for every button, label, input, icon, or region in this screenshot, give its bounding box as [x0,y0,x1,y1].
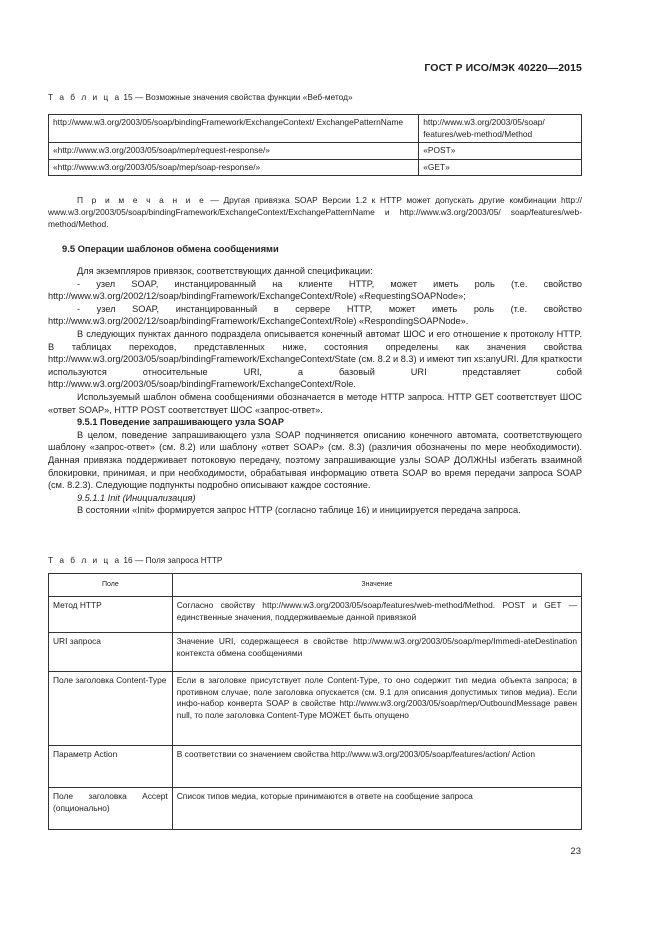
table-cell: Поле заголовка Content-Type [49,672,173,746]
table-cell: Список типов медиа, которые принимаются в ответе на сообщение запроса [172,788,581,830]
table-cell: «http://www.w3.org/2003/05/soap/mep/request-response/» [49,143,419,160]
table-row [49,788,582,830]
table15-caption-label: Т а б л и ц а [48,92,122,102]
body-text [48,265,582,517]
column-header-field: Поле [49,574,173,597]
table-cell: Поле заголовка Accept (опционально) [49,788,173,830]
table-row [49,159,582,176]
table-row [49,115,582,143]
table-header-row [49,574,582,597]
section-9-5-title: 9.5 Операции шаблонов обмена сообщениями [62,243,279,254]
note-label: П р и м е ч а н и е [77,195,206,205]
page-number: 23 [570,846,581,857]
paragraph: Для экземпляров привязок, соответствующих данной спецификации: [77,266,373,276]
table-row [49,633,582,672]
table-cell: http://www.w3.org/2003/05/soap/ features/web-method/Method [419,115,582,143]
table15-caption [48,92,353,102]
table-cell: Если в заголовке присутствует поле Content-Type, то оно содержит тип медиа объекта запроса; в противном случае, поле заголовка опускается (см. 9.1 для описания допустимых типов медиа). Если инфо-набор конверта SOAP в свойстве http://www.w3.org/2003/05/soap/mep/OutboundMessage равен null, то поле заголовка Content-Type МОЖЕТ быть опущено [172,672,581,746]
subsection-9-5-1-title: 9.5.1 Поведение запрашивающего узла SOAP [77,417,284,428]
table-row [49,746,582,788]
table-cell: Метод HTTP [49,597,173,633]
paragraph: Используемый шаблон обмена сообщениями обозначается в методе HTTP запроса. HTTP GET соответствует ШОС «ответ SOAP», HTTP POST соответствует ШОС «запрос-ответ». [48,391,582,415]
table15-note [48,194,582,230]
paragraph: - узел SOAP, инстанцированный на клиенте HTTP, может иметь роль (т.е. свойство http://www.w3.org/2002/12/soap/bindingFramework/ExchangeContext/Role) «RequestingSOAPNode»; [48,278,582,302]
table-cell: Параметр Action [49,746,173,788]
table-row [49,597,582,633]
table-row [49,143,582,160]
paragraph: - узел SOAP, инстанцированный в сервере HTTP, может иметь роль (т.е. свойство http://www.w3.org/2002/12/soap/bindingFramework/ExchangeContext/Role) «RespondingSOAPNode». [48,303,582,327]
paragraph: В целом, поведение запрашивающего узла SOAP подчиняется описанию конечного автомата, соответствующего шаблону «запрос-ответ» (см. 8.2) или шаблону «ответ SOAP» (см. 8.3) (различия обозначены по мере необходимости). Данная привязка поддерживает потоковую передачу, поэтому запрашивающие узлы SOAP ДОЛЖНЫ избегать взаимной блокировки, принимая, и при необходимости, обрабатывая информацию ответа SOAP во время передачи запроса SOAP (см. 8.2.3). Следующие подпункты подробно описывают каждое состояние. [48,429,582,491]
standard-designation: ГОСТ Р ИСО/МЭК 40220—2015 [424,62,582,74]
note-text: — Другая привязка SOAP Версии 1.2 к HTTP может допускать другие комбинации http:// www.w3.org/2003/05/soap/bindingFramework/ExchangeContext/ExchangePatternName и http://www.w3.org/2003/05/ soap/features/web-method/Method. [48,195,582,229]
table-cell: http://www.w3.org/2003/05/soap/bindingFramework/ExchangeContext/ ExchangePatternName [49,115,419,143]
column-header-value: Значение [172,574,581,597]
paragraph: В следующих пунктах данного подраздела описывается конечный автомат ШОС и его отношение к протоколу HTTP. В таблицах переходов, представленных ниже, состояния определены как значения свойства http://www.w3.org/2003/05/soap/bindingFramework/ExchangeContext/State (см. 8.2 и 8.3) и имеют тип xs:anyURI. Для краткости используются относительные URI, а базовый URI представляет собой http://www.w3.org/2003/05/soap/bindingFramework/ExchangeContext/Role. [48,328,582,390]
table-cell: URI запроса [49,633,173,672]
subsection-9-5-1-1-title: 9.5.1.1 Init (Инициализация) [77,492,196,503]
table-cell: «http://www.w3.org/2003/05/soap/mep/soap-response/» [49,159,419,176]
table15-caption-text: 15 — Возможные значения свойства функции «Веб-метод» [121,92,353,102]
table-cell: «GET» [419,159,582,176]
table-cell: Значение URI, содержащееся в свойстве http://www.w3.org/2003/05/soap/mep/Immedi-ateDestination контекста обмена сообщениями [172,633,581,672]
table-16 [48,573,582,830]
table16-caption [48,555,222,565]
table-row [49,672,582,746]
table16-caption-text: 16 — Поля запроса HTTP [121,555,223,565]
table-cell: Согласно свойству http://www.w3.org/2003/05/soap/features/web-method/Method. POST и GET — единственные значения, поддерживаемые данной привязкой [172,597,581,633]
table16-caption-label: Т а б л и ц а [48,555,122,565]
table-cell: В соответствии со значением свойства http://www.w3.org/2003/05/soap/features/action/ Action [172,746,581,788]
paragraph: В состоянии «Init» формируется запрос HTTP (согласно таблице 16) и инициируется передача запроса. [77,505,521,516]
table-cell: «POST» [419,143,582,160]
table-15 [48,114,582,176]
